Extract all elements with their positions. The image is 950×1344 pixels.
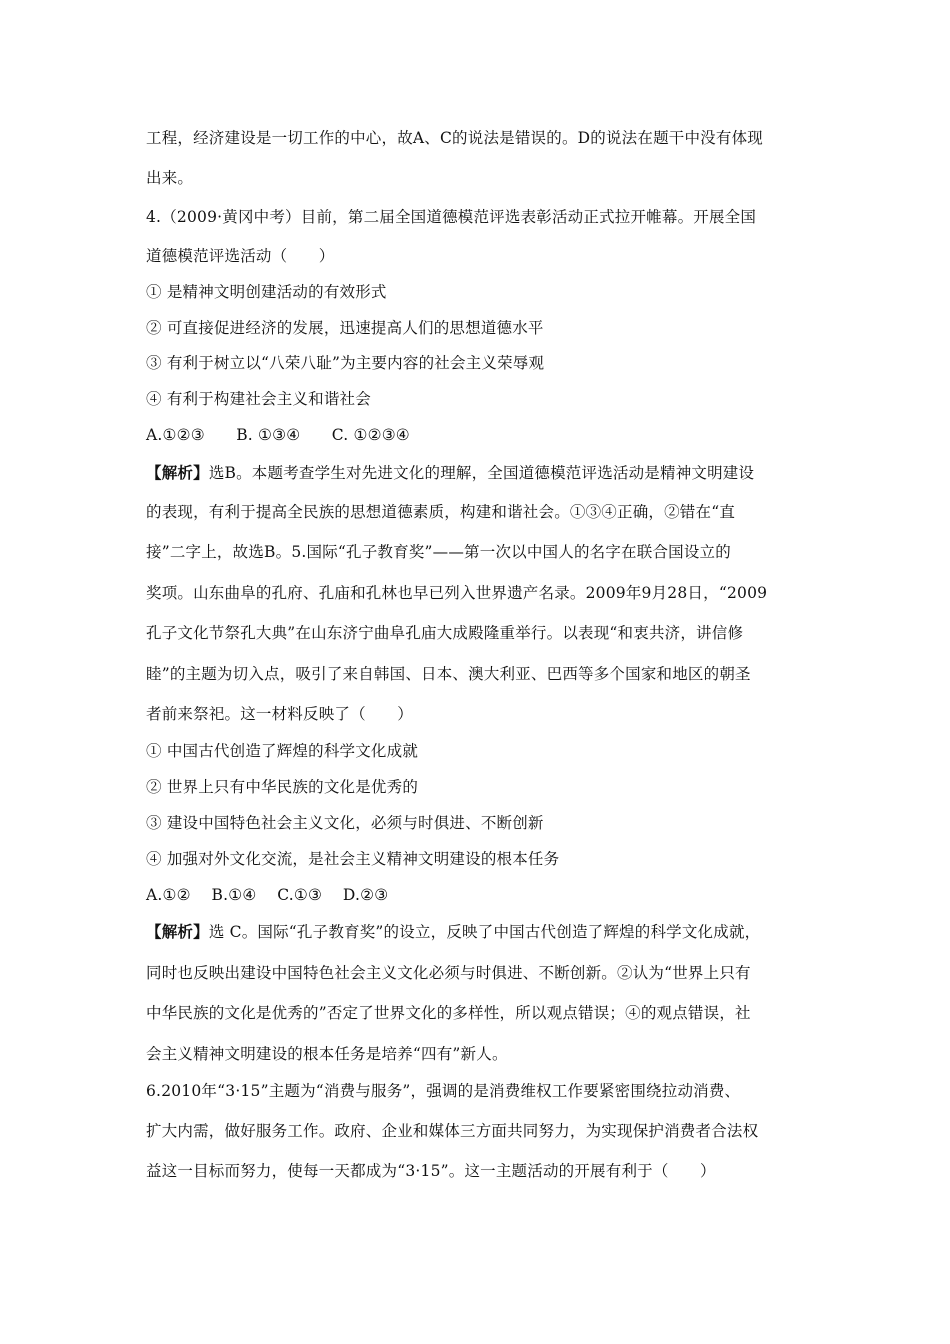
text-line: 的表现，有利于提高全民族的思想道德素质，构建和谐社会。①③④正确，②错在“直 [146, 503, 736, 521]
analysis-tag: 【解析】 [146, 463, 209, 482]
option-line: ④ 加强对外文化交流，是社会主义精神文明建设的根本任务 [146, 850, 560, 868]
option-line: ③ 建设中国特色社会主义文化，必须与时俱进、不断创新 [146, 814, 544, 832]
text-line: 睦”的主题为切入点，吸引了来自韩国、日本、澳大利亚、巴西等多个国家和地区的朝圣 [146, 665, 751, 683]
question-6-stem: 6.2010年“3·15”主题为“消费与服务”，强调的是消费维权工作要紧密围绕拉动消费、 [146, 1082, 741, 1100]
text-line: 同时也反映出建设中国特色社会主义文化必须与时俱进、不断创新。②认为“世界上只有 [146, 964, 751, 982]
text-line: 中华民族的文化是优秀的”否定了世界文化的多样性，所以观点错误；④的观点错误，社 [146, 1004, 751, 1022]
text-line: 工程，经济建设是一切工作的中心，故A、C的说法是错误的。D的说法在题干中没有体现 [146, 129, 763, 147]
option-line: ① 中国古代创造了辉煌的科学文化成就 [146, 742, 419, 760]
option-line: ② 可直接促进经济的发展，迅速提高人们的思想道德水平 [146, 319, 544, 337]
text-line: 会主义精神文明建设的根本任务是培养“四有”新人。 [146, 1045, 508, 1063]
option-line: ③ 有利于树立以“八荣八耻”为主要内容的社会主义荣辱观 [146, 354, 545, 372]
text-line: 接”二字上，故选B。5.国际“孔子教育奖”——第一次以中国人的名字在联合国设立的 [146, 543, 731, 561]
analysis-line [146, 922, 760, 942]
text-line: 奖项。山东曲阜的孔府、孔庙和孔林也早已列入世界遗产名录。2009年9月28日，“2009 [146, 584, 768, 602]
question-4-stem-cont: 道德模范评选活动（ ） [146, 247, 335, 265]
text-line: 出来。 [146, 169, 194, 187]
answer-choices: A.①② B.①④ C.①③ D.②③ [146, 886, 389, 904]
option-line: ② 世界上只有中华民族的文化是优秀的 [146, 778, 419, 796]
analysis-text: 选 C。国际“孔子教育奖”的设立，反映了中国古代创造了辉煌的科学文化成就， [208, 923, 761, 941]
answer-choices: A.①②③ B. ①③④ C. ①②③④ [146, 426, 410, 444]
text-line: 扩大内需，做好服务工作。政府、企业和媒体三方面共同努力，为实现保护消费者合法权 [146, 1122, 759, 1140]
analysis-tag: 【解析】 [146, 922, 209, 941]
text-line: 益这一目标而努力，使每一天都成为“3·15”。这一主题活动的开展有利于（ ） [146, 1162, 716, 1180]
text-line: 孔子文化节祭孔大典”在山东济宁曲阜孔庙大成殿隆重举行。以表现“和衷共济，讲信修 [146, 624, 744, 642]
question-4-stem: 4.（2009·黄冈中考）目前，第二届全国道德模范评选表彰活动正式拉开帷幕。开展全国 [146, 208, 757, 226]
option-line: ① 是精神文明创建活动的有效形式 [146, 283, 387, 301]
analysis-text: 选B。本题考查学生对先进文化的理解，全国道德模范评选活动是精神文明建设 [208, 464, 755, 482]
option-line: ④ 有利于构建社会主义和谐社会 [146, 390, 371, 408]
text-line: 者前来祭祀。这一材料反映了（ ） [146, 705, 413, 723]
analysis-line [146, 463, 754, 483]
